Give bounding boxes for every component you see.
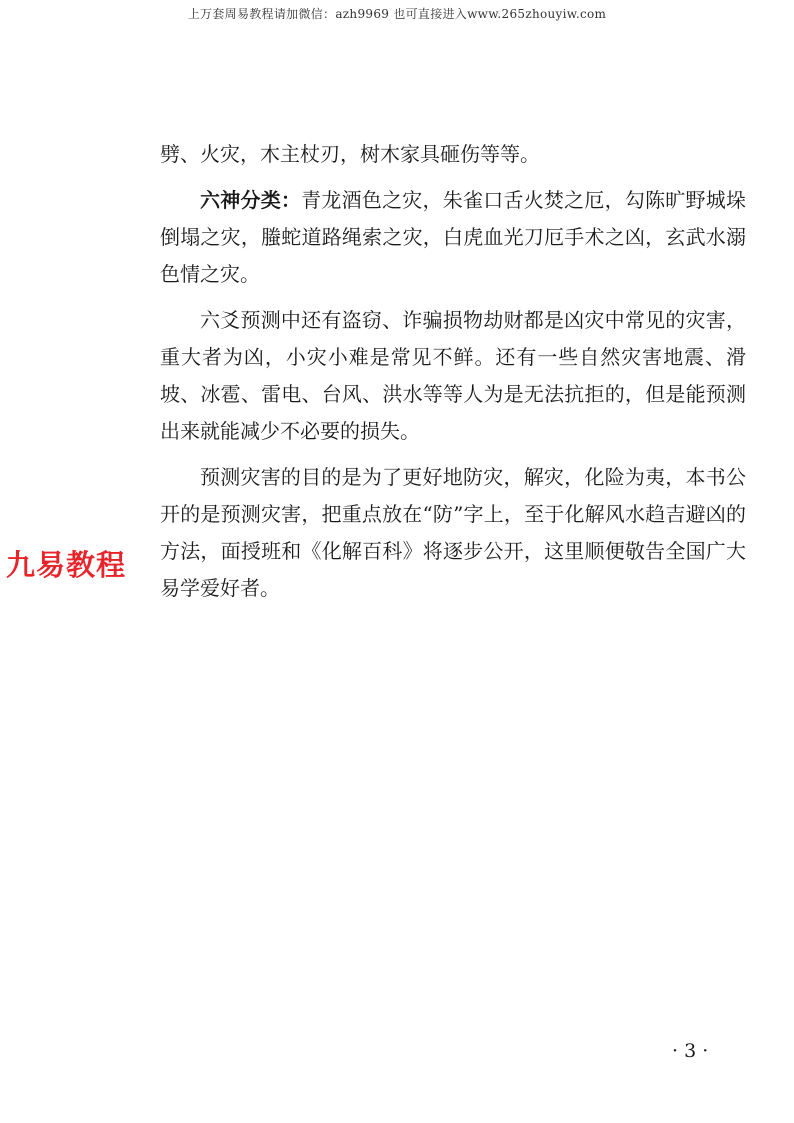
paragraph-3: 六爻预测中还有盗窃、诈骗损物劫财都是凶灾中常见的灾害，重大者为凶，小灾小难是常见不鲜。还有一些自然灾害地震、滑坡、冰雹、雷电、台风、洪水等等人为是无法抗拒的，但是能预测出来就能减少不必要的损失。 bbox=[160, 308, 746, 443]
paragraph-2-lead: 六神分类： bbox=[200, 188, 302, 212]
paragraph-4: 预测灾害的目的是为了更好地防灾，解灾，化险为夷，本书公开的是预测灾害，把重点放在“防”字上，至于化解风水趋吉避凶的方法，面授班和《化解百科》将逐步公开，这里顺便敬告全国广大易学爱好者。 bbox=[160, 465, 746, 600]
watermark-logo: 九易教程 bbox=[6, 548, 127, 582]
paragraph-2-text: 青龙酒色之灾，朱雀口舌火焚之厄，勾陈旷野城垛倒塌之灾，螣蛇道路绳索之灾，白虎血光刀厄手术之凶，玄武水溺色情之灾。 bbox=[160, 188, 747, 286]
body-text bbox=[160, 136, 746, 616]
page-number: · 3 · bbox=[672, 1040, 709, 1062]
page-header: 上万套周易教程请加微信：azh9969 也可直接进入www.265zhouyiw.com bbox=[187, 7, 607, 21]
paragraph-1: 劈、火灾，木主杖刃，树木家具砸伤等等。 bbox=[160, 142, 540, 166]
paragraph-2 bbox=[160, 182, 746, 293]
